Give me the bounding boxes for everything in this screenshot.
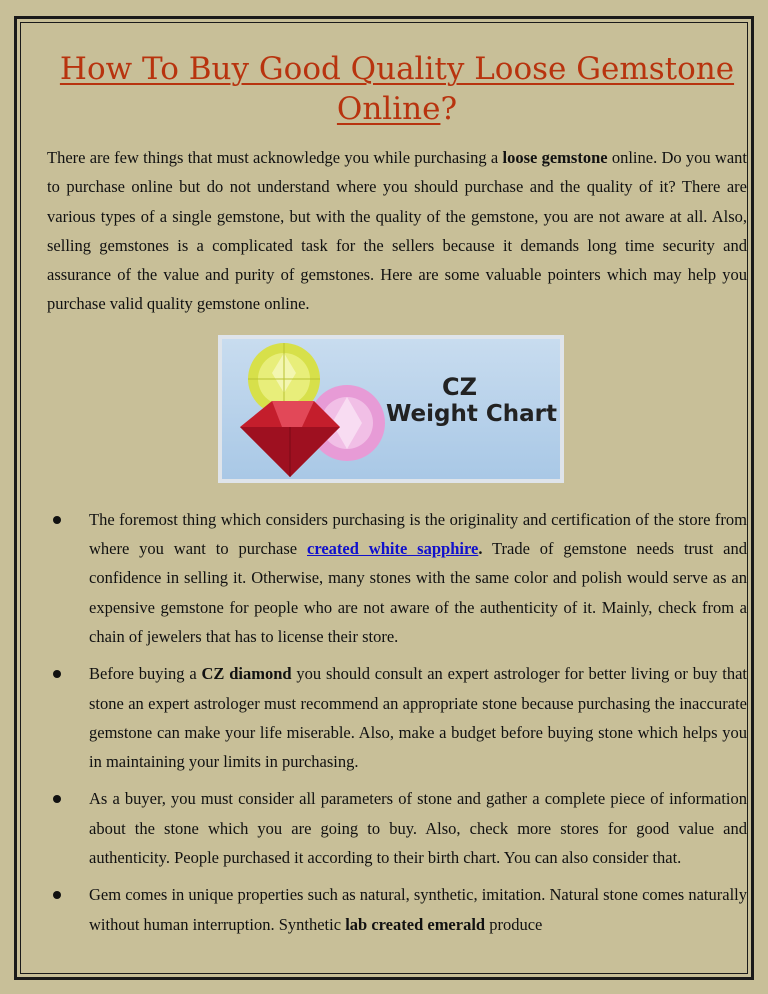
red-gem-icon [240, 401, 340, 477]
intro-paragraph: There are few things that must acknowledge you while purchasing a loose gemstone online. Do you want to purchase online but do not understand where you should purchase and the quality of it? There are various types of a single gemstone, but with the quality of the gemstone, you are not aware at all. Also, selling gemstones is a complicated task for the sellers because it demands long time security and assurance of the value and purity of gemstones. Here are some valuable pointers which may help you purchase valid quality gemstone online. [47, 148, 747, 314]
keyword-lab-created-emerald: lab created emerald [345, 914, 486, 934]
page-border-inner [20, 22, 748, 974]
bullet-icon [53, 670, 61, 678]
list-item: Gem comes in unique properties such as natural, synthetic, imitation. Natural stone comes naturally without human interruption. Synthetic lab created emerald produce [47, 880, 747, 939]
image-title-cz: CZ [442, 372, 478, 401]
title-word-online: Online [336, 91, 441, 127]
list-item: The foremost thing which considers purchasing is the originality and certification of the store from where you want to purchase created white sapphire. Trade of gemstone needs trust and confidence in selling it. Otherwise, many stones with the same color and polish would serve as an expensive gemstone for people who are not aware of the authenticity of it. Mainly, check from a chain of jewelers that has to license their store. [47, 505, 747, 651]
bullet-icon [53, 795, 61, 803]
bullet-icon [53, 891, 61, 899]
bullet-icon [53, 516, 61, 524]
keyword-loose-gemstone: loose gemstone [502, 148, 608, 167]
created-white-sapphire-link[interactable]: created white sapphire [307, 539, 479, 559]
pointer-list [47, 505, 747, 939]
keyword-cz-diamond: CZ diamond [201, 664, 292, 684]
image-title-weight-chart: Weight Chart [386, 400, 557, 427]
title-line1: How To Buy Good Quality Loose Gemstone [59, 51, 735, 87]
title-question-mark: ? [440, 91, 458, 127]
document-body [47, 23, 747, 947]
list-item: As a buyer, you must consider all parameters of stone and gather a complete piece of information about the stone which you are going to buy. Also, check more stores for good value and authenticity. People purchased it according to their birth chart. You can also consider that. [47, 784, 747, 872]
image-banner [222, 339, 560, 479]
page-title [47, 49, 747, 129]
cz-weight-chart-image [218, 335, 564, 483]
list-item: Before buying a CZ diamond you should consult an expert astrologer for better living or buy that stone an expert astrologer must recommend an appropriate stone because purchasing the inaccurate gemstone can make your life miserable. Also, make a budget before buying stone which helps you in maintaining your limits in purchasing. [47, 659, 747, 776]
